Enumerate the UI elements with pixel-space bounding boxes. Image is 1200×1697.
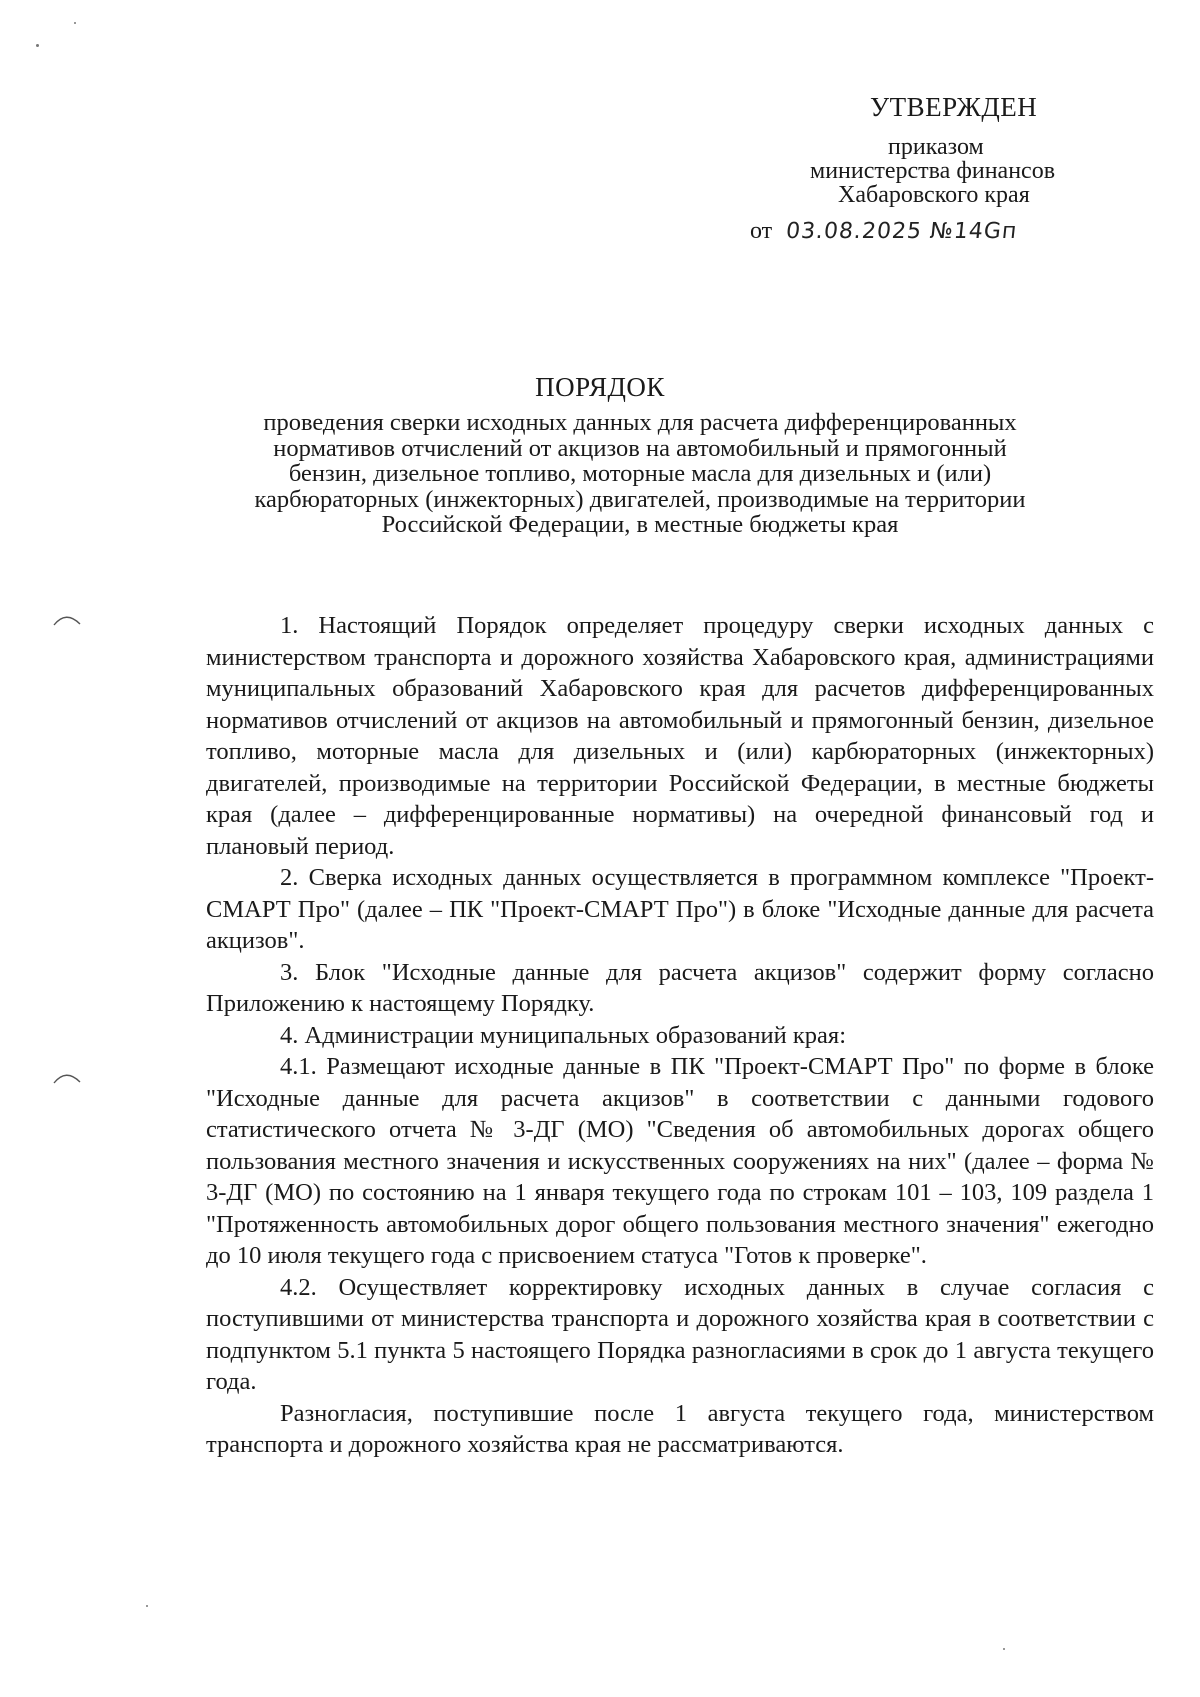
subtitle-line: проведения сверки исходных данных для расчета дифференцированных (263, 409, 1017, 436)
approval-line-region: Хабаровского края (838, 182, 1030, 208)
scan-speck (1003, 1648, 1005, 1650)
paragraph-1: 1. Настоящий Порядок определяет процедуру сверки исходных данных с министерством транспорта и дорожного хозяйства Хабаровского края, администрациями муниципальных образований Хабаровского края для расчетов дифференцированных нормативов отчислений от акцизов на автомобильный и прямогонный бензин, дизельное топливо, моторные масла для дизельных и (или) карбюраторных (инжекторных) двигателей, производимые на территории Российской Федерации, в местные бюджеты края (далее – дифференцированные нормативы) на очередной финансовый год и плановый период. (206, 612, 1154, 860)
document-title: ПОРЯДОК (535, 372, 665, 402)
paragraph-4-1: 4.1. Размещают исходные данные в ПК "Проект-СМАРТ Про" по форме в блоке "Исходные данные для расчета акцизов" в соответствии с данными годового статистического отчета № 3-ДГ (МО) "Сведения об автомобильных дорогах общего пользования местного значения и искусственных сооружениях на них" (далее – форма № 3-ДГ (МО) по состоянию на 1 января текущего года по строкам 101 – 103, 109 раздела 1 "Протяженность автомобильных дорог общего пользования местного значения" ежегодно до 10 июля текущего года с присвоением статуса "Готов к проверке". (206, 1053, 1154, 1269)
scan-speck (36, 44, 39, 47)
scan-speck (146, 1605, 148, 1607)
paragraph-2: 2. Сверка исходных данных осуществляется в программном комплексе "Проект-СМАРТ Про" (далее – ПК "Проект-СМАРТ Про") в блоке "Исходные данные для расчета акцизов". (206, 864, 1154, 954)
paragraph-3: 3. Блок "Исходные данные для расчета акцизов" содержит форму согласно Приложению к настоящему Порядку. (206, 958, 1154, 1017)
punch-hole-mark-icon (52, 1070, 82, 1084)
paragraph-4: 4. Администрации муниципальных образований края: (280, 1021, 847, 1049)
approval-line-order: приказом (888, 134, 984, 160)
paragraph-disagreements: Разногласия, поступившие после 1 августа текущего года, министерством транспорта и дорожного хозяйства края не рассматриваются. (206, 1399, 1154, 1458)
document-subtitle (210, 410, 1070, 538)
paragraph-4-2: 4.2. Осуществляет корректировку исходных данных в случае согласия с поступившими от министерства транспорта и дорожного хозяйства края в соответствии с подпунктом 5.1 пункта 5 настоящего Порядка разногласиями в срок до 1 августа текущего года. (206, 1273, 1154, 1395)
scan-speck (74, 22, 76, 24)
document-body (206, 610, 1154, 1461)
approved-heading: УТВЕРЖДЕН (870, 92, 1038, 122)
subtitle-line: карбюраторных (инжекторных) двигателей, производимые на территории (254, 485, 1026, 513)
handwritten-date-number: 03.08.2025 №14Gп (784, 219, 1019, 244)
date-prefix: от (750, 218, 773, 244)
subtitle-line: нормативов отчислений от акцизов на автомобильный и прямогонный (273, 434, 1007, 462)
subtitle-line: Российской Федерации, в местные бюджеты края (381, 511, 899, 538)
approval-date-row (750, 218, 1017, 245)
subtitle-line: бензин, дизельное топливо, моторные масла для дизельных и (или) (288, 460, 992, 487)
punch-hole-mark-icon (52, 612, 82, 626)
approval-line-ministry: министерства финансов (810, 158, 1056, 184)
